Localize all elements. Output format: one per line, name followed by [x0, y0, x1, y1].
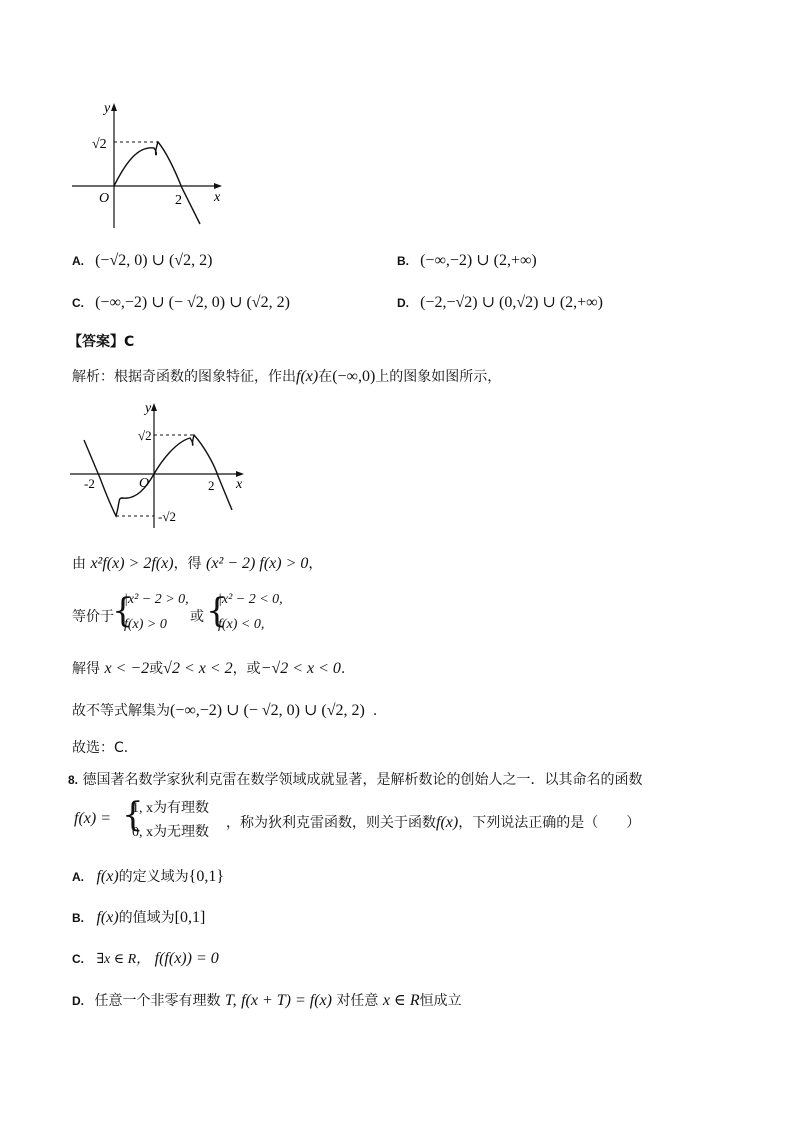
q8-option-b[interactable] [72, 907, 205, 927]
option-a-text: (−√2, 0) ∪ (√2, 2) [95, 252, 213, 269]
q8-c-expr: f(f(x)) = 0 [154, 950, 219, 967]
option-d-text: (−2,−√2) ∪ (0,√2) ∪ (2,+∞) [420, 294, 603, 311]
s1-a: 由 [72, 556, 86, 572]
option-a-label: A. [72, 254, 84, 268]
s2-or: 或 [190, 609, 204, 625]
x-axis-arrow [214, 183, 222, 189]
analysis-in: 在 [318, 369, 333, 385]
q8-f-lhs: f(x) = [74, 810, 111, 827]
analysis-tail: 上的图象如图所示， [375, 369, 502, 385]
graph-2 [66, 398, 256, 530]
option-c-text: (−∞,−2) ∪ (− √2, 0) ∪ (√2, 2) [95, 294, 290, 311]
q8-b-text: 的值域为 [118, 910, 175, 926]
analysis-interval: (−∞,0) [332, 368, 376, 385]
origin-label: O [139, 476, 150, 491]
option-d-label: D. [397, 296, 409, 310]
step-1 [72, 553, 322, 573]
q8-d-label: D. [72, 994, 84, 1008]
answer-tag: 【答案】 [68, 334, 124, 350]
q8-d-text2: 对任意 [336, 993, 379, 1009]
q8-option-a[interactable] [72, 866, 224, 886]
sys2-line1: |x² − 2 < 0, [218, 592, 283, 607]
analysis-fx: f(x) [296, 368, 319, 385]
q8-d-T: T, [224, 992, 237, 1009]
function-curve [114, 142, 200, 224]
q8-a-f: f(x) [96, 868, 119, 885]
q8-a-text: 的定义域为 [118, 869, 189, 885]
tick-neg-2: -2 [84, 476, 95, 491]
s4-a: 故不等式解集为 [72, 703, 170, 719]
answer-value: C [124, 334, 135, 350]
s3-f: −√2 < x < 0 [260, 660, 341, 677]
step-3 [72, 658, 345, 678]
q8-tail: ，下列说法正确的是（ ） [458, 815, 641, 831]
tick-pos-2: 2 [208, 478, 215, 493]
q8-c-text: ∃x ∈ R， [96, 952, 151, 967]
option-c-label: C. [72, 296, 84, 310]
y-bottom-sqrt2: -√2 [158, 509, 176, 524]
x-axis-label: x [214, 190, 221, 205]
function-curve [84, 435, 232, 516]
option-b-label: B. [397, 254, 409, 268]
q8-d-expr: f(x + T) = f(x) [241, 992, 332, 1009]
s3-a: 解得 [72, 661, 100, 677]
sys1-line1: |x² − 2 > 0, [124, 592, 189, 607]
s3-b: x < −2 [104, 660, 150, 677]
s2-label: 等价于 [72, 609, 114, 625]
q8-fx: f(x) [436, 814, 459, 831]
sys2-line2: f(x) < 0, [218, 617, 265, 632]
brace-1: { [112, 591, 134, 631]
origin-label: O [99, 191, 110, 206]
graph-1 [68, 98, 233, 233]
q8-b-set: [0,1] [174, 909, 206, 926]
y-axis-label: y [104, 101, 111, 116]
y-top-sqrt2: √2 [138, 428, 152, 443]
s1-c: ，得 [173, 556, 202, 572]
option-a[interactable] [72, 250, 212, 270]
answer-line [68, 331, 134, 351]
step-4 [72, 700, 377, 720]
q8-d-xr: x ∈ R [382, 992, 420, 1009]
brace-2: { [206, 591, 228, 631]
q8-brace: { [122, 795, 144, 835]
analysis-intro: 解析：根据奇函数的图象特征，作出 [72, 369, 296, 385]
q8-number: 8. [68, 773, 79, 787]
q8-option-d[interactable] [72, 990, 462, 1010]
q8-tail-line [226, 812, 640, 832]
s3-c: 或 [149, 661, 164, 677]
y-axis-label: y [145, 401, 152, 416]
option-c[interactable] [72, 292, 290, 312]
option-d[interactable] [397, 292, 603, 312]
q8-case1: 1, x为有理数 [132, 801, 209, 816]
sys1-line2: f(x) > 0 [124, 617, 167, 632]
q8-text: 德国著名数学家狄利克雷在数学领域成就显著，是解析数论的创始人之一．以其命名的函数 [82, 772, 643, 788]
q8-option-c[interactable] [72, 948, 219, 968]
step-5: 故选：C. [72, 740, 129, 756]
s1-b: x²f(x) > 2f(x) [90, 555, 174, 572]
s3-e: ，或 [232, 661, 261, 677]
q8-line1 [68, 769, 642, 789]
q8-d-text3: 恒成立 [419, 993, 462, 1009]
x-axis-label: x [236, 477, 243, 492]
s4-b: (−∞,−2) ∪ (− √2, 0) ∪ (√2, 2) [170, 702, 365, 719]
q8-a-label: A. [72, 870, 84, 884]
s1-d: (x² − 2) f(x) > 0 [206, 555, 309, 572]
y-tick-sqrt2: √2 [92, 137, 107, 152]
q8-b-f: f(x) [96, 909, 119, 926]
q8-a-set: {0,1} [188, 868, 225, 885]
s3-d: √2 < x < 2 [163, 660, 233, 677]
s1-e: ， [308, 556, 323, 572]
tick-2-label: 2 [175, 193, 182, 208]
q8-d-text1: 任意一个非零有理数 [94, 993, 221, 1009]
option-b-text: (−∞,−2) ∪ (2,+∞) [420, 252, 537, 269]
s3-g: . [340, 661, 346, 677]
q8-mid: ，称为狄利克雷函数，则关于函数 [226, 815, 436, 831]
q8-case2: 0, x为无理数 [132, 825, 209, 840]
y-axis-arrow [111, 103, 117, 111]
option-b[interactable] [397, 250, 537, 270]
y-axis-arrow [151, 403, 157, 411]
q8-b-label: B. [72, 911, 84, 925]
q8-c-label: C. [72, 952, 84, 966]
analysis-line [72, 366, 501, 386]
s4-c: . [372, 703, 378, 719]
